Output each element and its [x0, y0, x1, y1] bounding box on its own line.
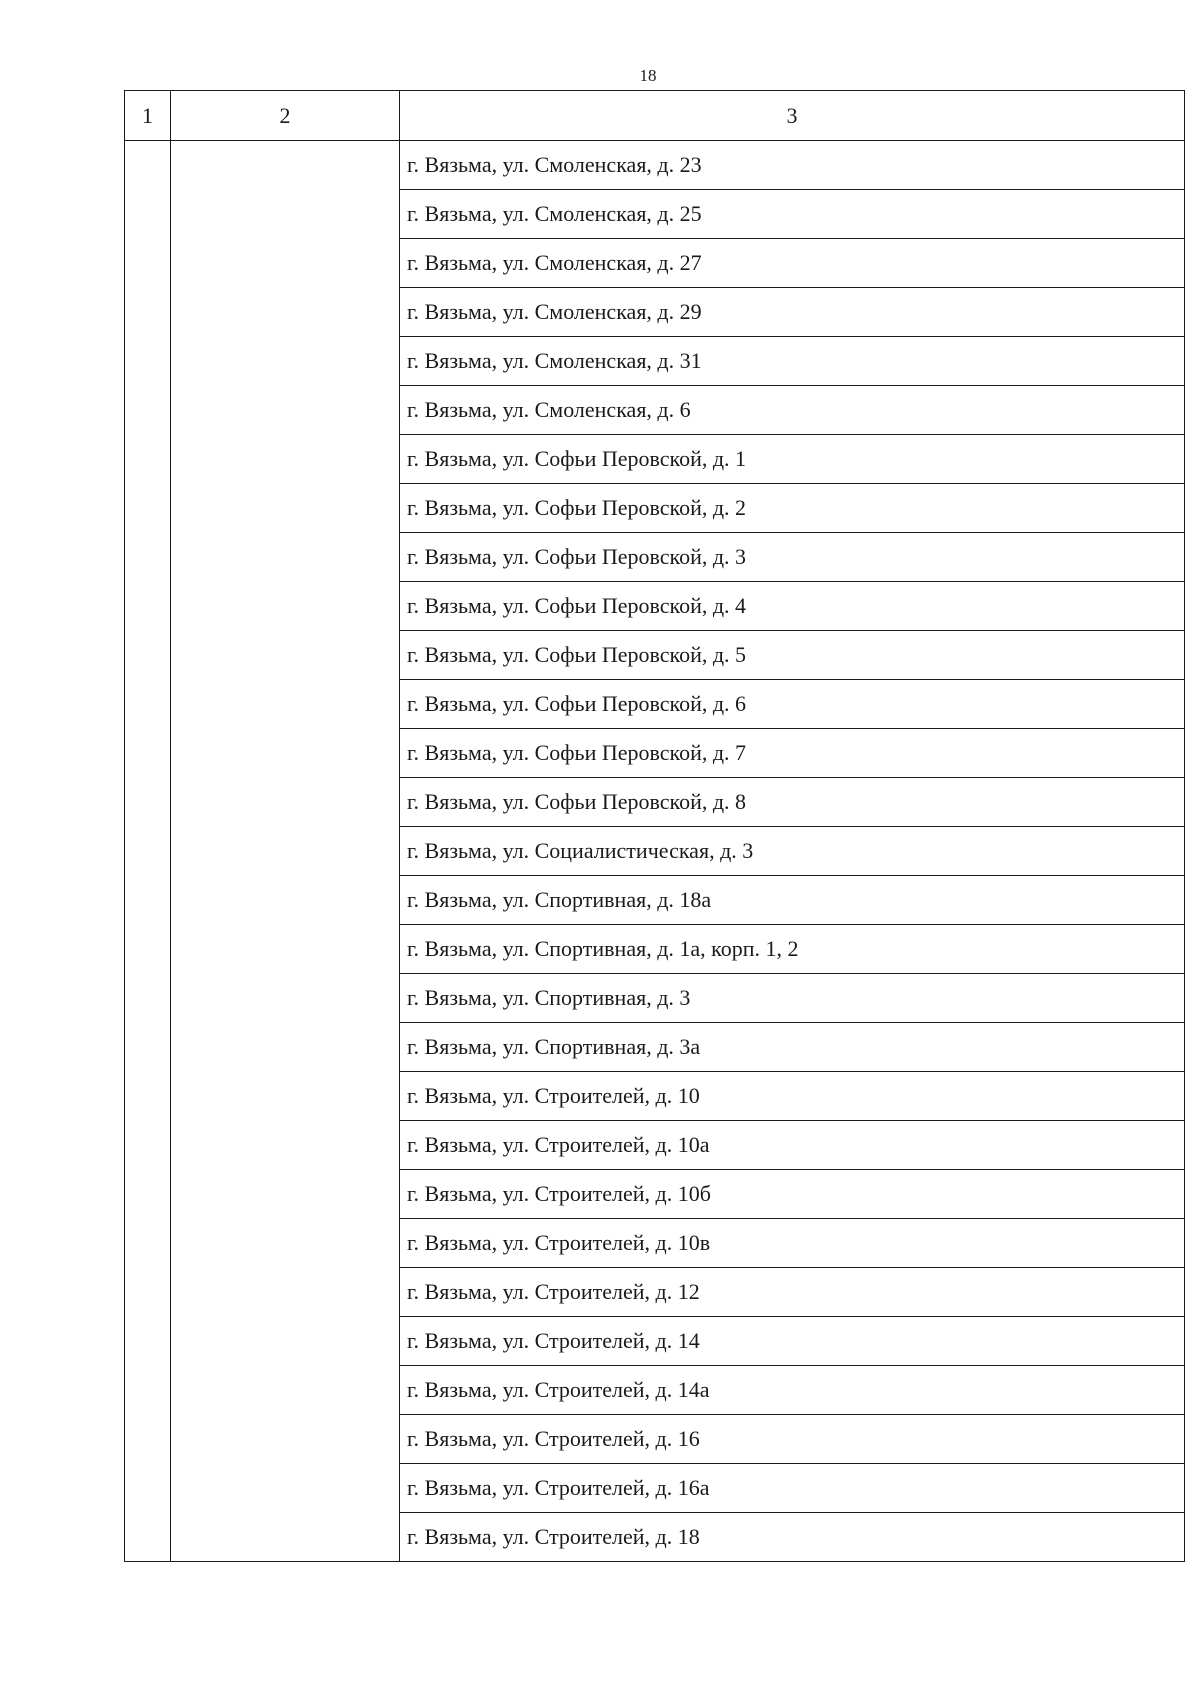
- column-2-cell: [171, 141, 400, 1562]
- address-cell: г. Вязьма, ул. Спортивная, д. 3а: [400, 1023, 1185, 1072]
- address-cell: г. Вязьма, ул. Строителей, д. 10а: [400, 1121, 1185, 1170]
- address-cell: г. Вязьма, ул. Спортивная, д. 18а: [400, 876, 1185, 925]
- address-cell: г. Вязьма, ул. Строителей, д. 10б: [400, 1170, 1185, 1219]
- address-cell: г. Вязьма, ул. Смоленская, д. 25: [400, 190, 1185, 239]
- column-header-3: 3: [400, 91, 1185, 141]
- table-row: [125, 141, 1185, 190]
- address-cell: г. Вязьма, ул. Строителей, д. 16: [400, 1415, 1185, 1464]
- address-cell: г. Вязьма, ул. Смоленская, д. 31: [400, 337, 1185, 386]
- address-cell: г. Вязьма, ул. Софьи Перовской, д. 1: [400, 435, 1185, 484]
- address-cell: г. Вязьма, ул. Строителей, д. 12: [400, 1268, 1185, 1317]
- address-cell: г. Вязьма, ул. Строителей, д. 18: [400, 1513, 1185, 1562]
- address-cell: г. Вязьма, ул. Смоленская, д. 27: [400, 239, 1185, 288]
- address-cell: г. Вязьма, ул. Строителей, д. 14: [400, 1317, 1185, 1366]
- table-body: [125, 91, 1185, 1562]
- address-table: [124, 90, 1185, 1562]
- address-cell: г. Вязьма, ул. Софьи Перовской, д. 7: [400, 729, 1185, 778]
- column-header-1: 1: [125, 91, 171, 141]
- column-1-cell: [125, 141, 171, 1562]
- address-cell: г. Вязьма, ул. Софьи Перовской, д. 3: [400, 533, 1185, 582]
- address-cell: г. Вязьма, ул. Строителей, д. 10в: [400, 1219, 1185, 1268]
- address-cell: г. Вязьма, ул. Спортивная, д. 1а, корп. 1, 2: [400, 925, 1185, 974]
- address-cell: г. Вязьма, ул. Софьи Перовской, д. 6: [400, 680, 1185, 729]
- address-cell: г. Вязьма, ул. Смоленская, д. 29: [400, 288, 1185, 337]
- address-cell: г. Вязьма, ул. Софьи Перовской, д. 8: [400, 778, 1185, 827]
- address-cell: г. Вязьма, ул. Социалистическая, д. 3: [400, 827, 1185, 876]
- table-header-row: [125, 91, 1185, 141]
- page-number: 18: [639, 66, 657, 85]
- address-cell: г. Вязьма, ул. Строителей, д. 10: [400, 1072, 1185, 1121]
- address-cell: г. Вязьма, ул. Софьи Перовской, д. 5: [400, 631, 1185, 680]
- address-cell: г. Вязьма, ул. Строителей, д. 14а: [400, 1366, 1185, 1415]
- address-cell: г. Вязьма, ул. Смоленская, д. 6: [400, 386, 1185, 435]
- column-header-2: 2: [171, 91, 400, 141]
- address-cell: г. Вязьма, ул. Смоленская, д. 23: [400, 141, 1185, 190]
- address-cell: г. Вязьма, ул. Софьи Перовской, д. 2: [400, 484, 1185, 533]
- address-cell: г. Вязьма, ул. Строителей, д. 16а: [400, 1464, 1185, 1513]
- address-cell: г. Вязьма, ул. Софьи Перовской, д. 4: [400, 582, 1185, 631]
- address-cell: г. Вязьма, ул. Спортивная, д. 3: [400, 974, 1185, 1023]
